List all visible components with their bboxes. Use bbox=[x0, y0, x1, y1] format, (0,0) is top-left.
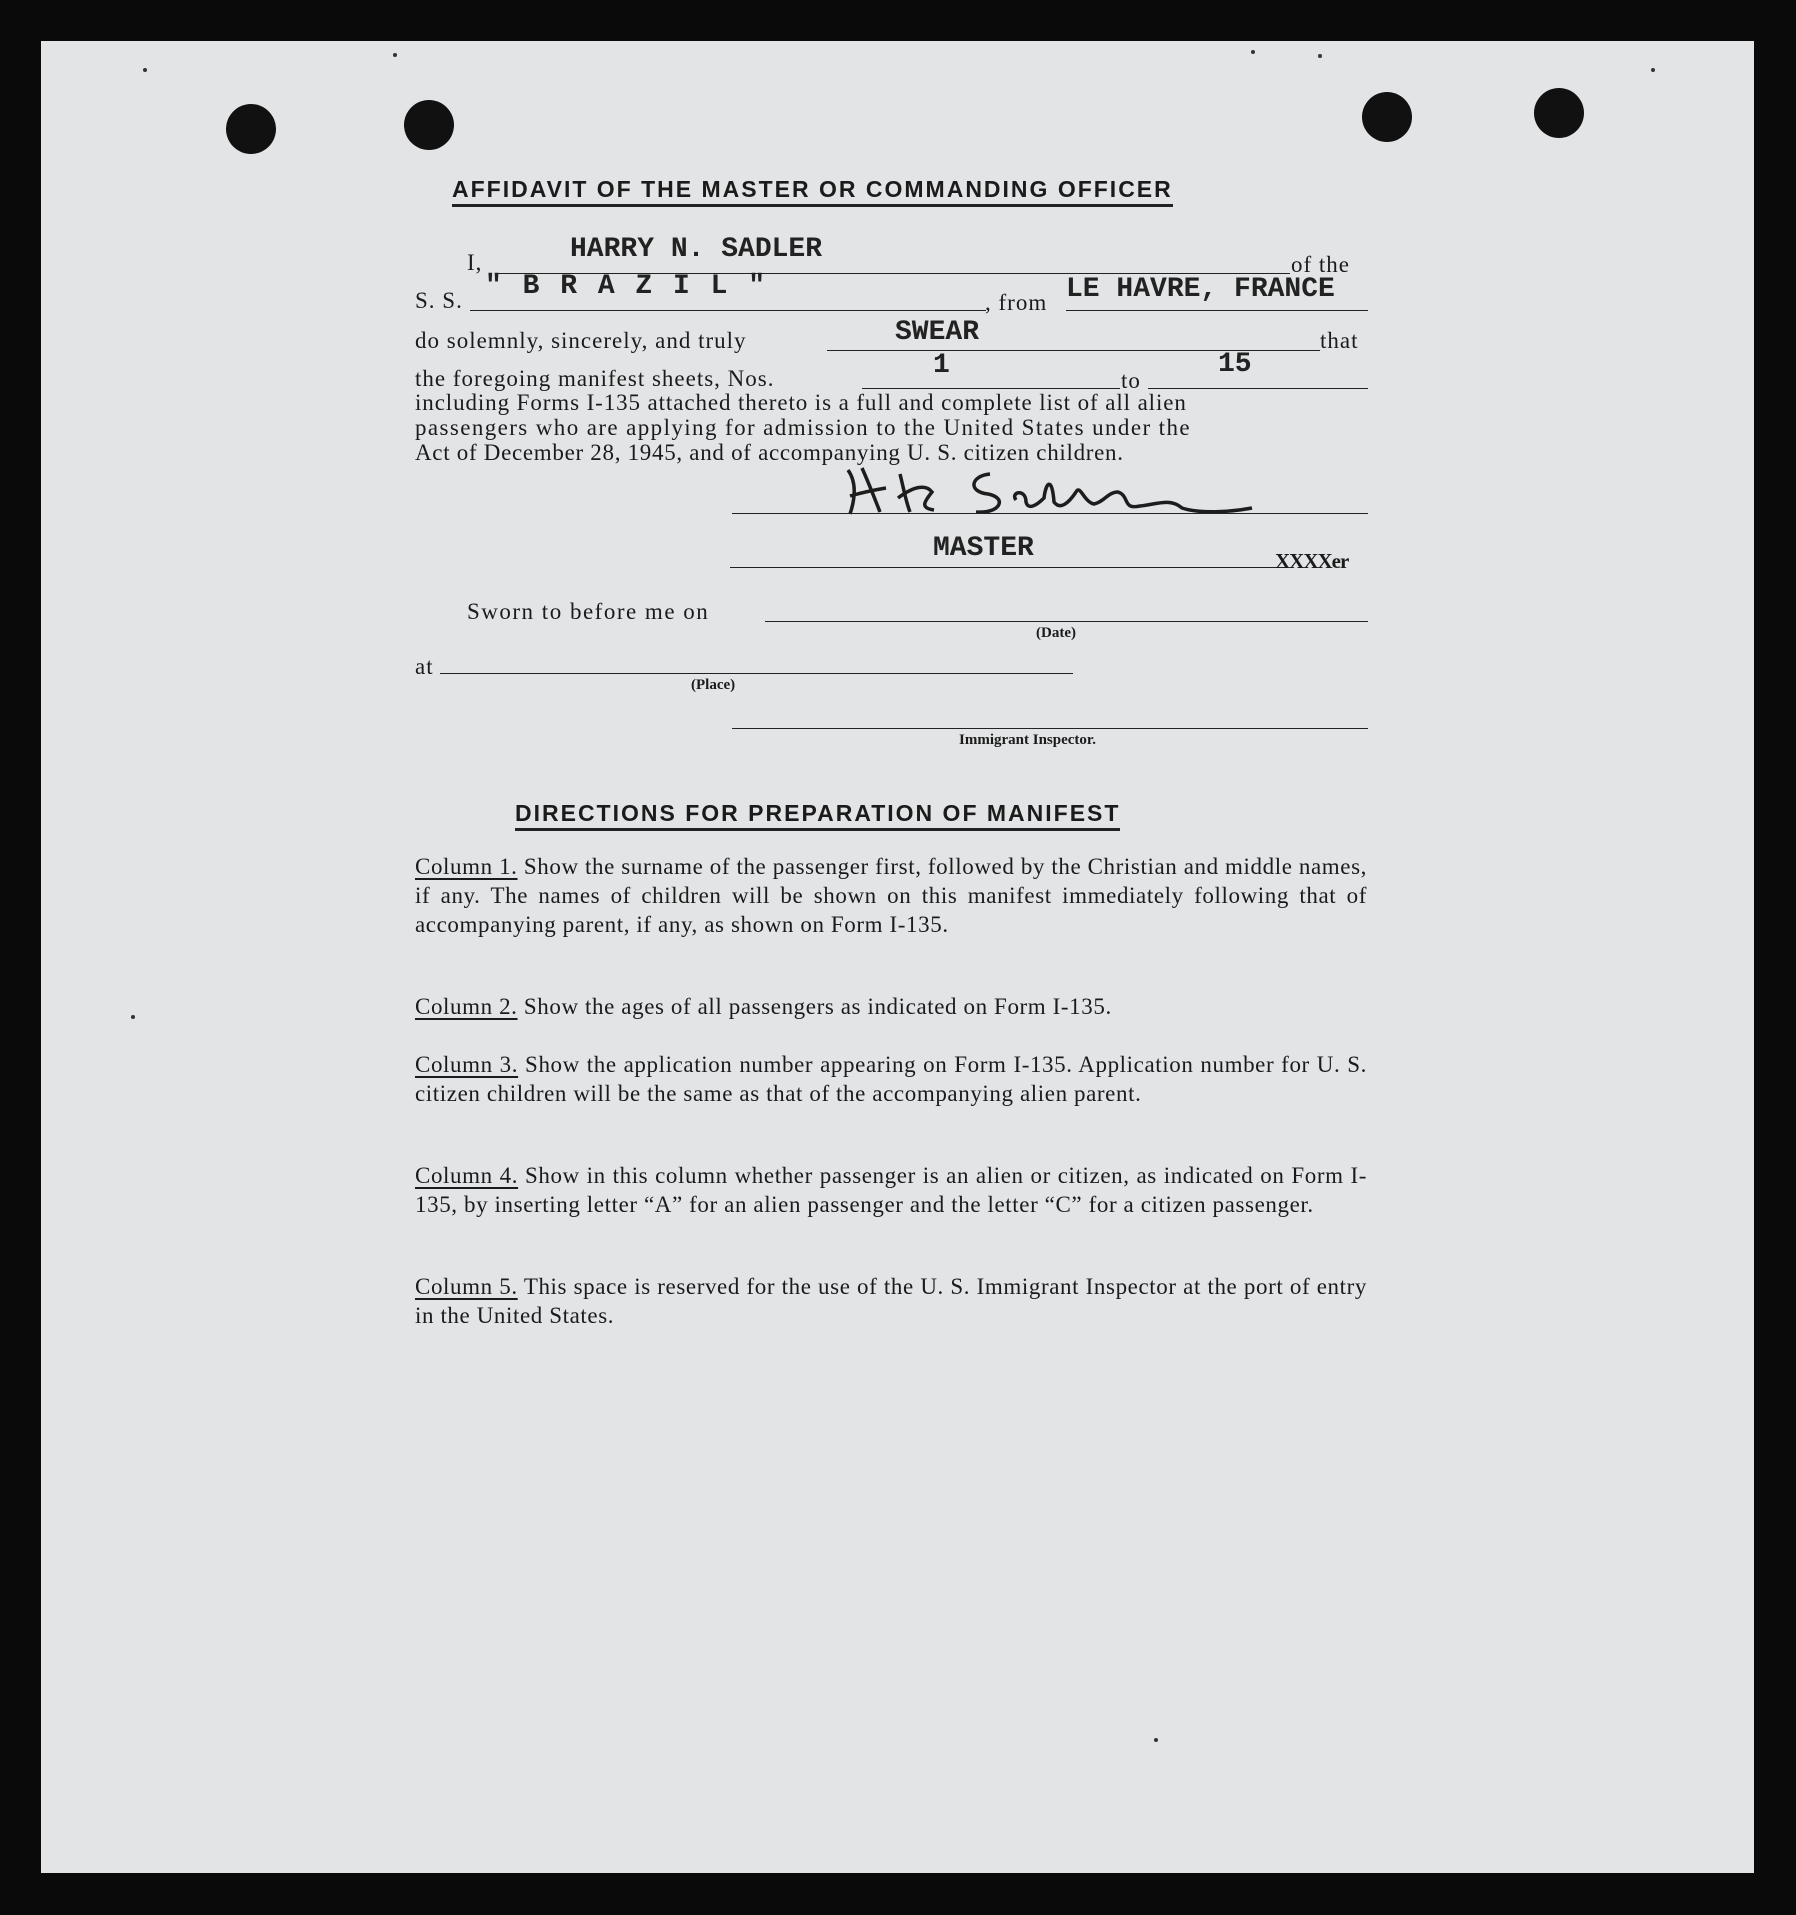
sheet-to: 15 bbox=[1218, 349, 1252, 380]
affidavit-heading: AFFIDAVIT OF THE MASTER OR COMMANDING OFFICER bbox=[452, 176, 1173, 207]
speck bbox=[1154, 1738, 1158, 1742]
date-field-line bbox=[765, 621, 1368, 622]
punch-hole bbox=[404, 100, 454, 150]
punch-hole bbox=[1362, 92, 1412, 142]
affidavit-line2-prefix: S. S. bbox=[415, 288, 463, 313]
port-from: LE HAVRE, FRANCE bbox=[1066, 274, 1335, 305]
affidavit-body-line7: Act of December 28, 1945, and of accompanying U. S. citizen children. bbox=[415, 440, 1124, 465]
column-label: Column 1. bbox=[415, 854, 518, 879]
affidavit-body-line5: including Forms I-135 attached thereto is a full and complete list of all alien bbox=[415, 390, 1187, 415]
document-page bbox=[41, 41, 1754, 1873]
direction-column-1 bbox=[415, 852, 1367, 939]
affidavit-line4-mid: to bbox=[1121, 368, 1141, 393]
affidavit-line1-suffix: of the bbox=[1291, 252, 1351, 277]
speck bbox=[393, 53, 397, 57]
title-line bbox=[730, 567, 1285, 568]
affidavit-body-line6: passengers who are applying for admission to the United States under the bbox=[415, 415, 1191, 440]
master-title: MASTER bbox=[933, 533, 1034, 564]
speck bbox=[143, 68, 147, 72]
affidavit-line3-suffix: that bbox=[1320, 328, 1359, 353]
affidavit-line3-prefix: do solemnly, sincerely, and truly bbox=[415, 328, 747, 353]
oath-word: SWEAR bbox=[895, 317, 980, 348]
sheet-to-line bbox=[1148, 388, 1368, 389]
at-label: at bbox=[415, 654, 434, 679]
column-text: Show the application number appearing on Form I-135. Application number for U. S. citizen children will be the same as that of the accompanying alien parent. bbox=[415, 1052, 1367, 1106]
column-text: Show the ages of all passengers as indicated on Form I-135. bbox=[523, 994, 1112, 1019]
master-title-suffix: XXXXer bbox=[1275, 549, 1349, 573]
column-text: Show in this column whether passenger is an alien or citizen, as indicated on Form I-135, by inserting letter “A” for an alien passenger and the letter “C” for a citizen passenger. bbox=[415, 1163, 1367, 1217]
sheet-from-line bbox=[862, 388, 1120, 389]
inspector-caption: Immigrant Inspector. bbox=[959, 732, 1096, 748]
sheet-from: 1 bbox=[933, 350, 950, 381]
direction-column-2 bbox=[415, 992, 1367, 1021]
date-caption: (Date) bbox=[1036, 625, 1076, 641]
master-name: HARRY N. SADLER bbox=[570, 234, 823, 265]
signature-line bbox=[732, 513, 1368, 514]
punch-hole bbox=[1534, 88, 1584, 138]
inspector-line bbox=[732, 728, 1368, 729]
port-field-line bbox=[1066, 310, 1368, 311]
column-label: Column 2. bbox=[415, 994, 518, 1019]
direction-column-5 bbox=[415, 1272, 1367, 1330]
column-text: This space is reserved for the use of the U. S. Immigrant Inspector at the port of entry in the United States. bbox=[415, 1274, 1367, 1328]
punch-hole bbox=[226, 104, 276, 154]
speck bbox=[131, 1015, 135, 1019]
speck bbox=[1318, 54, 1322, 58]
place-field-line bbox=[440, 673, 1073, 674]
column-label: Column 5. bbox=[415, 1274, 518, 1299]
affidavit-line2-mid: , from bbox=[985, 290, 1048, 315]
place-caption: (Place) bbox=[691, 677, 736, 693]
column-text: Show the surname of the passenger first, followed by the Christian and middle names, if any. The names of children will be shown on this manifest immediately following that of accompanying parent, if any, as shown on Form I-135. bbox=[415, 854, 1367, 937]
column-label: Column 3. bbox=[415, 1052, 519, 1077]
ship-name: " B R A Z I L " bbox=[485, 271, 768, 302]
affidavit-line4-prefix: the foregoing manifest sheets, Nos. bbox=[415, 366, 775, 391]
ship-field-line bbox=[470, 310, 986, 311]
column-label: Column 4. bbox=[415, 1163, 519, 1188]
sworn-label: Sworn to before me on bbox=[467, 599, 710, 624]
direction-column-4 bbox=[415, 1161, 1367, 1219]
speck bbox=[1651, 68, 1655, 72]
affidavit-line1-prefix: I, bbox=[467, 250, 483, 275]
speck bbox=[1251, 50, 1255, 54]
direction-column-3 bbox=[415, 1050, 1367, 1108]
directions-heading: DIRECTIONS FOR PREPARATION OF MANIFEST bbox=[515, 800, 1120, 831]
